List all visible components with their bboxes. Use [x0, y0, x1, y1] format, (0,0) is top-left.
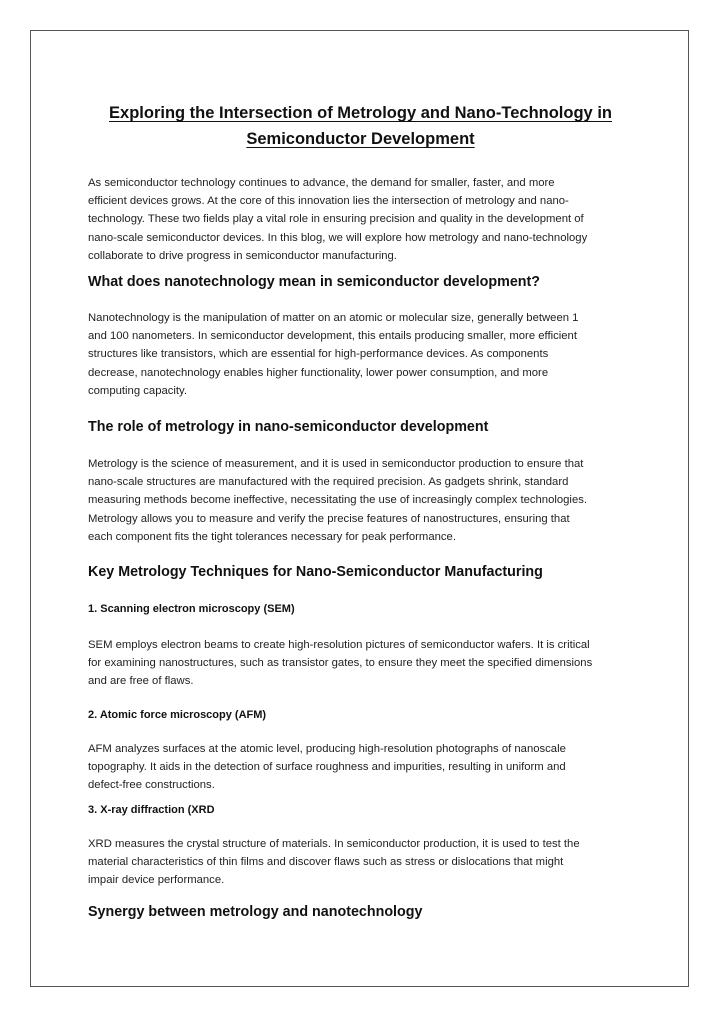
technique-heading-sem: 1. Scanning electron microscopy (SEM) [88, 603, 295, 615]
section-paragraph-nanotechnology [88, 309, 638, 400]
section-heading-synergy: Synergy between metrology and nanotechnology [88, 904, 423, 920]
section-heading-nanotechnology: What does nanotechnology mean in semiconductor development? [88, 274, 540, 290]
text-line: structures like transistors, which are essential for high-performance devices. As components [88, 348, 549, 361]
text-line: measuring methods become ineffective, necessitating the use of increasingly complex technologies. [88, 494, 588, 507]
technique-heading-xrd: 3. X-ray diffraction (XRD [88, 804, 215, 816]
technique-paragraph-afm [88, 740, 638, 795]
text-line: As semiconductor technology continues to advance, the demand for smaller, faster, and more [88, 177, 555, 189]
text-line: computing capacity. [88, 384, 188, 397]
text-line: SEM employs electron beams to create high-resolution pictures of semiconductor wafers. It is critical [88, 639, 590, 651]
technique-paragraph-sem [88, 636, 638, 691]
title-line: Exploring the Intersection of Metrology and Nano-Technology in [109, 104, 612, 123]
text-line: AFM analyzes surfaces at the atomic level, producing high-resolution photographs of nanoscale [88, 743, 566, 755]
text-line: for examining nanostructures, such as transistor gates, to ensure they meet the specified dimensions [88, 657, 593, 670]
text-line: XRD measures the crystal structure of materials. In semiconductor production, it is used to test the [88, 838, 580, 850]
text-line: and are free of flaws. [88, 675, 194, 688]
text-line: and 100 nanometers. In semiconductor development, this entails producing smaller, more efficient [88, 330, 577, 343]
text-line: material characteristics of thin films and discover flaws such as stress or dislocations that might [88, 856, 564, 869]
document-page [30, 30, 689, 987]
text-line: Nanotechnology is the manipulation of matter on an atomic or molecular size, generally between 1 [88, 312, 579, 324]
text-line: each component fits the tight tolerances necessary for peak performance. [88, 530, 456, 543]
text-line: impair device performance. [88, 874, 225, 887]
text-line: nano-scale semiconductor devices. In this blog, we will explore how metrology and nano-technology [88, 231, 588, 244]
text-line: defect-free constructions. [88, 779, 215, 792]
section-heading-metrology-role: The role of metrology in nano-semiconductor development [88, 419, 489, 435]
technique-paragraph-xrd [88, 835, 638, 890]
text-line: topography. It aids in the detection of surface roughness and impurities, resulting in uniform and [88, 761, 566, 774]
text-line: efficient devices grows. At the core of this innovation lies the intersection of metrology and nano- [88, 195, 569, 208]
section-paragraph-metrology-role [88, 455, 638, 546]
text-line: technology. These two fields play a vital role in ensuring precision and quality in the development of [88, 213, 584, 226]
text-line: Metrology is the science of measurement, and it is used in semiconductor production to ensure that [88, 458, 584, 470]
text-line: decrease, nanotechnology enables higher functionality, lower power consumption, and more [88, 366, 549, 379]
text-line: nano-scale structures are manufactured with the required precision. As gadgets shrink, standard [88, 476, 569, 489]
text-line: collaborate to drive progress in semiconductor manufacturing. [88, 249, 397, 262]
section-heading-techniques: Key Metrology Techniques for Nano-Semiconductor Manufacturing [88, 564, 543, 580]
title-line: Semiconductor Development [246, 130, 475, 149]
intro-paragraph [88, 174, 638, 265]
document-title [31, 100, 690, 152]
technique-heading-afm: 2. Atomic force microscopy (AFM) [88, 709, 267, 721]
text-line: Metrology allows you to measure and verify the precise features of nanostructures, ensuring that [88, 512, 570, 525]
